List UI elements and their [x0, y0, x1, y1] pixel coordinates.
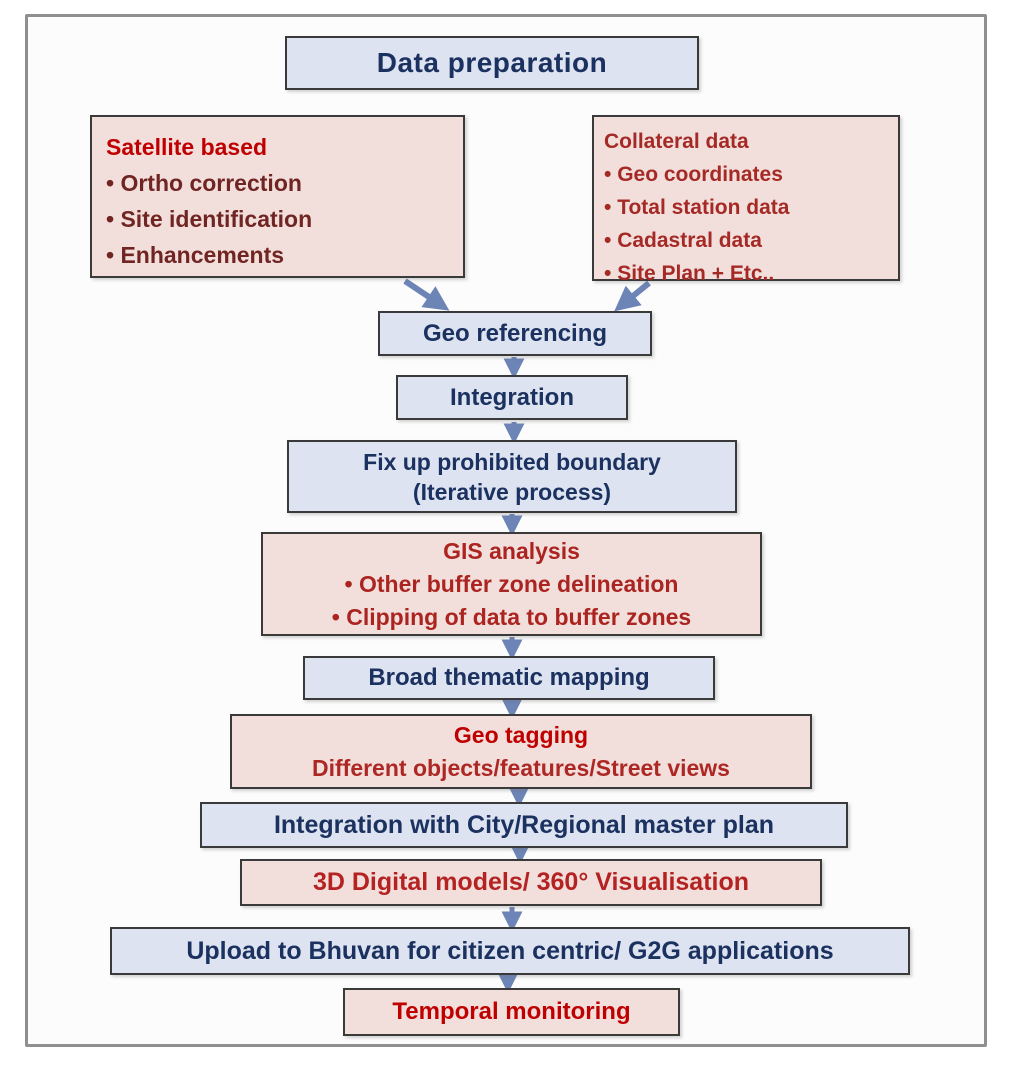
3d-models-label: 3D Digital models/ 360° Visualisation	[312, 868, 750, 896]
gis-heading: GIS analysis	[443, 537, 580, 564]
satellite-box	[90, 115, 465, 278]
geo-referencing-box	[378, 311, 652, 356]
satellite-heading: Satellite based	[106, 134, 268, 160]
collateral-bullet: • Site Plan + Etc..	[604, 257, 888, 290]
integration-city-label: Integration with City/Regional master plan	[273, 810, 775, 839]
collateral-heading: Collateral data	[604, 130, 749, 153]
collateral-bullet: • Cadastral data	[604, 224, 888, 257]
satellite-bullet: • Site identification	[106, 201, 449, 237]
broad-thematic-box	[303, 656, 715, 700]
fix-boundary-line1: Fix up prohibited boundary	[363, 448, 661, 475]
integration-label: Integration	[450, 383, 574, 411]
geo-tagging-line1: Geo tagging	[453, 721, 589, 748]
satellite-bullet: • Enhancements	[106, 237, 449, 273]
broad-thematic-label: Broad thematic mapping	[368, 664, 650, 691]
collateral-bullet: • Geo coordinates	[604, 158, 888, 191]
3d-models-box	[240, 859, 822, 906]
satellite-bullet: • Ortho correction	[106, 165, 449, 201]
upload-bhuvan-box	[110, 927, 910, 975]
collateral-box	[592, 115, 900, 285]
temporal-monitoring-box	[343, 988, 680, 1036]
geo-referencing-label: Geo referencing	[422, 319, 608, 347]
temporal-monitoring-label: Temporal monitoring	[392, 998, 631, 1025]
integration-box	[396, 375, 628, 420]
gis-analysis-box	[261, 532, 762, 636]
geo-tagging-line2: Different objects/features/Street views	[312, 754, 730, 781]
collateral-bullet: • Total station data	[604, 191, 888, 224]
integration-city-box	[200, 802, 848, 848]
gis-bullet: • Other buffer zone delineation	[345, 568, 679, 601]
gis-bullet: • Clipping of data to buffer zones	[332, 601, 691, 634]
geo-tagging-box	[230, 714, 812, 789]
title-box	[285, 36, 699, 90]
fix-boundary-box	[287, 440, 737, 513]
arrow-satellite-to-georeferencing	[405, 281, 441, 305]
page-title: Data preparation	[376, 47, 608, 78]
fix-boundary-line2: (Iterative process)	[412, 478, 612, 505]
upload-bhuvan-label: Upload to Bhuvan for citizen centric/ G2G applications	[186, 936, 834, 965]
